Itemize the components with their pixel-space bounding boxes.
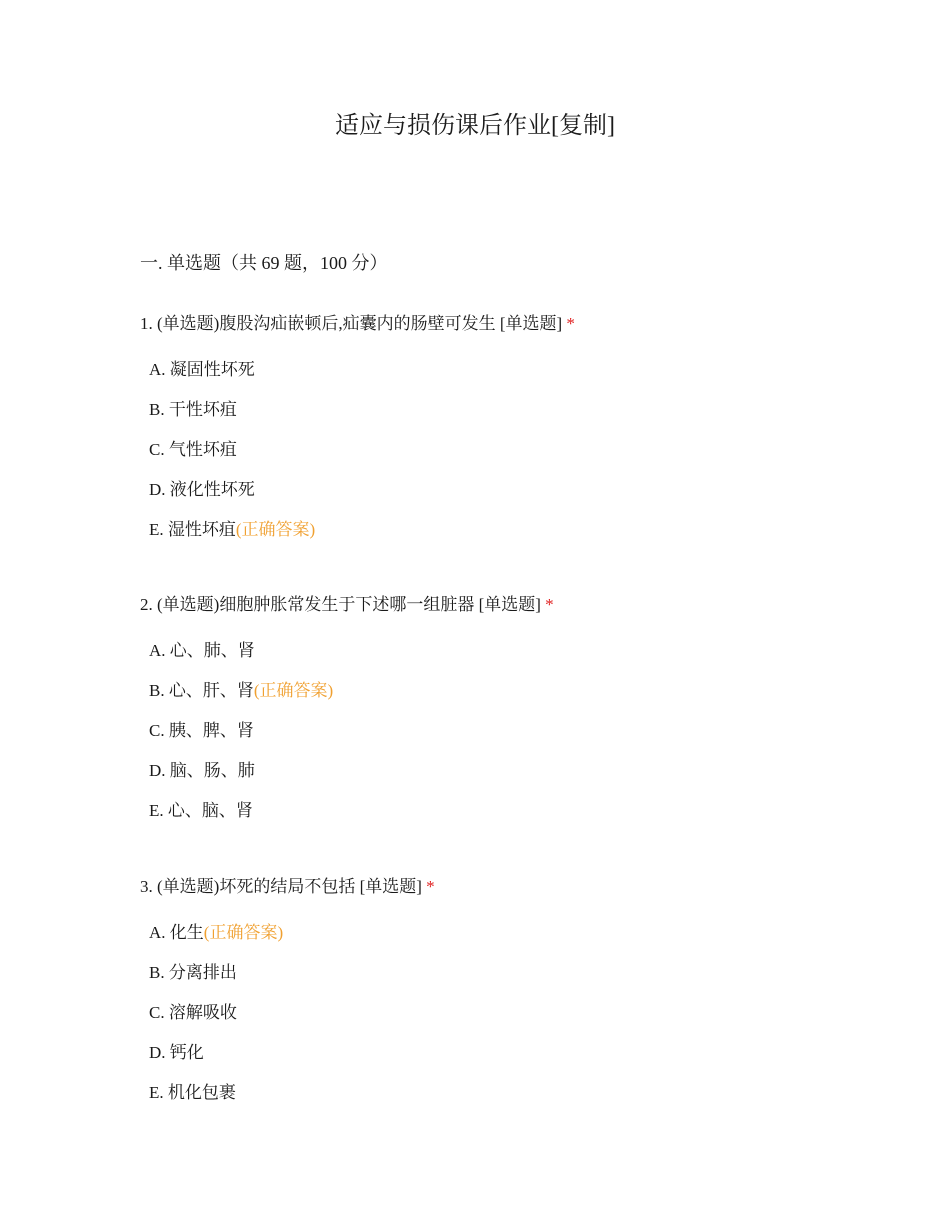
required-marker: *: [426, 877, 435, 896]
option-label: A. 化生: [149, 923, 204, 942]
option-1a[interactable]: [140, 357, 840, 397]
option-2b[interactable]: [140, 678, 840, 718]
correct-answer-marker: (正确答案): [203, 923, 284, 942]
option-label: B. 心、肝、肾: [149, 681, 254, 700]
question-text: [140, 592, 840, 618]
option-label: C. 气性坏疽: [149, 440, 237, 459]
option-label: B. 分离排出: [149, 963, 237, 982]
question-text: [140, 311, 840, 337]
option-1d[interactable]: [140, 477, 840, 517]
question-2: [140, 592, 840, 818]
option-1c[interactable]: [140, 437, 840, 477]
question-1: [140, 311, 840, 537]
option-3c[interactable]: [140, 1000, 840, 1040]
option-2c[interactable]: [140, 718, 840, 758]
option-label: D. 钙化: [149, 1043, 204, 1062]
option-label: E. 湿性坏疽: [149, 520, 236, 539]
option-label: C. 胰、脾、肾: [149, 721, 254, 740]
option-1b[interactable]: [140, 397, 840, 437]
option-label: D. 液化性坏死: [149, 480, 255, 499]
options-list: [140, 920, 840, 1120]
document-title: 适应与损伤课后作业[复制]: [335, 113, 615, 139]
correct-answer-marker: (正确答案): [235, 520, 316, 539]
options-list: [140, 638, 840, 838]
option-label: A. 凝固性坏死: [149, 360, 255, 379]
question-text: [140, 874, 840, 900]
option-2e[interactable]: [140, 798, 840, 838]
option-3d[interactable]: [140, 1040, 840, 1080]
option-3b[interactable]: [140, 960, 840, 1000]
question-3-text: 3. (单选题)坏死的结局不包括 [单选题]: [140, 877, 422, 896]
required-marker: *: [545, 595, 554, 614]
option-label: C. 溶解吸收: [149, 1003, 237, 1022]
correct-answer-marker: (正确答案): [253, 681, 334, 700]
option-label: A. 心、肺、肾: [149, 641, 255, 660]
option-2d[interactable]: [140, 758, 840, 798]
option-3a[interactable]: [140, 920, 840, 960]
options-list: [140, 357, 840, 557]
question-3: [140, 874, 840, 1100]
option-2a[interactable]: [140, 638, 840, 678]
option-1e[interactable]: [140, 517, 840, 557]
option-label: E. 心、脑、肾: [149, 801, 253, 820]
question-1-text: 1. (单选题)腹股沟疝嵌顿后,疝囊内的肠壁可发生 [单选题]: [140, 314, 563, 333]
option-3e[interactable]: [140, 1080, 840, 1120]
required-marker: *: [566, 314, 575, 333]
option-label: B. 干性坏疽: [149, 400, 237, 419]
section-title: 一. 单选题（共 69 题，100 分）: [140, 253, 388, 273]
question-2-text: 2. (单选题)细胞肿胀常发生于下述哪一组脏器 [单选题]: [140, 595, 541, 614]
option-label: D. 脑、肠、肺: [149, 761, 255, 780]
option-label: E. 机化包裹: [149, 1083, 236, 1102]
